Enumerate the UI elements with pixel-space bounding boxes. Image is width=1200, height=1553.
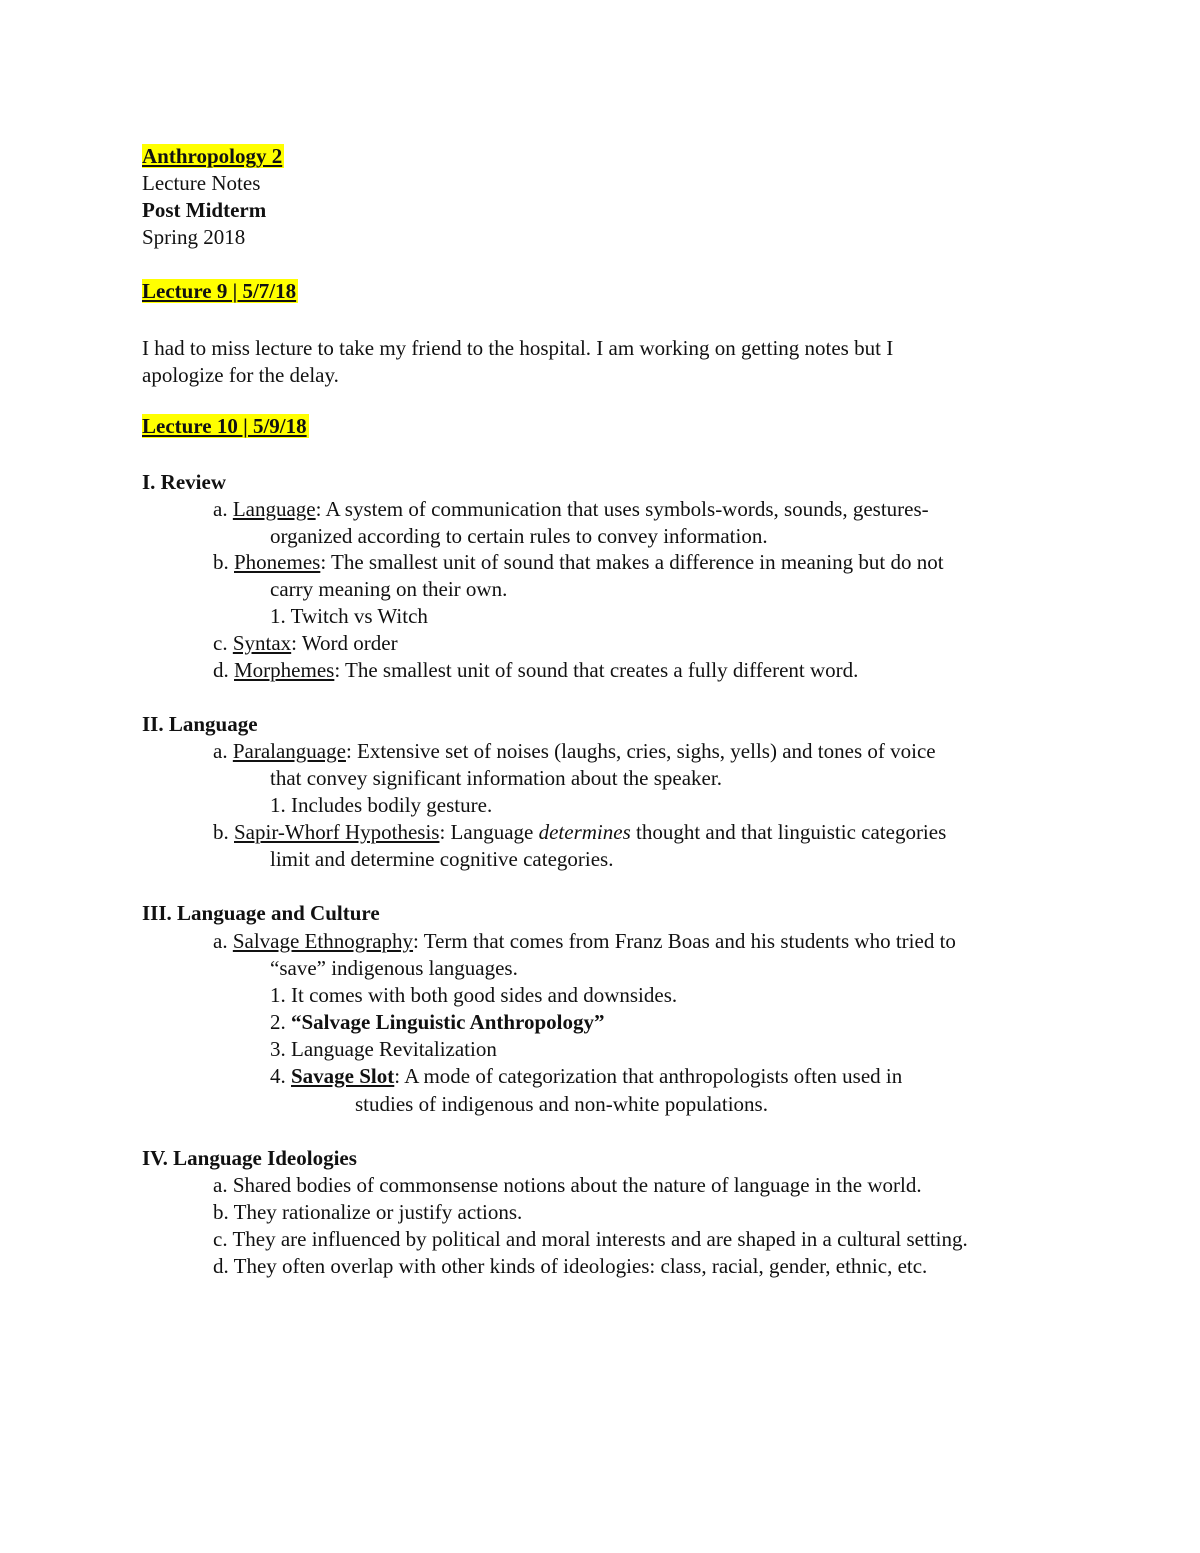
term-salvage-ethnography: Salvage Ethnography bbox=[232, 929, 414, 953]
section1-item-a-cont: organized according to certain rules to convey information. bbox=[270, 524, 768, 548]
term-morphemes: Morphemes bbox=[234, 658, 335, 682]
definition-text: : Extensive set of noises (laughs, cries, sighs, yells) and tones of voice bbox=[345, 739, 936, 763]
sub-marker: 4. bbox=[270, 1064, 291, 1088]
salvage-linguistic-anthropology: “Salvage Linguistic Anthropology” bbox=[291, 1010, 605, 1034]
section2-item-a-sub1: 1. Includes bodily gesture. bbox=[270, 793, 493, 817]
term-part: Post Midterm bbox=[142, 198, 267, 222]
section1-item-b-sub1: 1. Twitch vs Witch bbox=[270, 604, 428, 628]
lecture10-heading-highlight: Lecture 10 | 5/9/18 bbox=[142, 414, 307, 438]
definition-text: : Language bbox=[439, 820, 539, 844]
section2-item-a bbox=[213, 738, 936, 764]
section3-sub4-cont: studies of indigenous and non-white populations. bbox=[355, 1092, 768, 1116]
term-paralanguage: Paralanguage bbox=[232, 739, 346, 763]
section2-item-b bbox=[213, 819, 946, 845]
semester: Spring 2018 bbox=[142, 225, 246, 249]
section3-heading: III. Language and Culture bbox=[142, 901, 380, 925]
definition-text: : The smallest unit of sound that makes a difference in meaning but do not bbox=[320, 550, 944, 574]
definition-text: thought and that linguistic categories bbox=[630, 820, 947, 844]
sub-marker: 2. bbox=[270, 1010, 291, 1034]
definition-text: : Term that comes from Franz Boas and his students who tried to bbox=[413, 929, 956, 953]
lecture9-heading-highlight: Lecture 9 | 5/7/18 bbox=[142, 279, 297, 303]
term-phonemes: Phonemes bbox=[234, 550, 321, 574]
section3-sub4 bbox=[270, 1063, 902, 1089]
section1-item-b-cont: carry meaning on their own. bbox=[270, 577, 508, 601]
term-language: Language bbox=[232, 497, 316, 521]
item-marker: a. bbox=[213, 929, 228, 953]
lecture9-note-line1: I had to miss lecture to take my friend to the hospital. I am working on getting notes but I bbox=[142, 336, 894, 360]
subtitle: Lecture Notes bbox=[142, 171, 261, 195]
section3-sub2 bbox=[270, 1009, 605, 1035]
section1-item-d bbox=[213, 657, 858, 683]
section1-heading: I. Review bbox=[142, 470, 226, 494]
item-marker: b. bbox=[213, 820, 229, 844]
term-savage-slot: Savage Slot bbox=[291, 1064, 395, 1088]
section3-sub3: 3. Language Revitalization bbox=[270, 1037, 497, 1061]
item-marker: a. bbox=[213, 497, 228, 521]
lecture9-heading bbox=[142, 278, 298, 304]
section3-sub1: 1. It comes with both good sides and downsides. bbox=[270, 983, 678, 1007]
term-syntax: Syntax bbox=[232, 631, 292, 655]
definition-text: : A mode of categorization that anthropologists often used in bbox=[394, 1064, 903, 1088]
section2-heading: II. Language bbox=[142, 712, 258, 736]
section3-item-a bbox=[213, 928, 956, 954]
section4-item-b: b. They rationalize or justify actions. bbox=[213, 1200, 523, 1224]
course-title-highlight: Anthropology 2 bbox=[142, 144, 283, 168]
section4-item-d: d. They often overlap with other kinds of ideologies: class, racial, gender, ethnic, etc. bbox=[213, 1254, 928, 1278]
section2-item-b-cont: limit and determine cognitive categories. bbox=[270, 847, 614, 871]
section4-item-c: c. They are influenced by political and moral interests and are shaped in a cultural setting. bbox=[213, 1227, 968, 1251]
item-marker: d. bbox=[213, 658, 229, 682]
section2-item-a-cont: that convey significant information about the speaker. bbox=[270, 766, 722, 790]
item-marker: a. bbox=[213, 739, 228, 763]
course-title bbox=[142, 143, 284, 169]
section1-item-a bbox=[213, 496, 929, 522]
definition-text: : A system of communication that uses symbols-words, sounds, gestures- bbox=[315, 497, 929, 521]
section3-item-a-cont: “save” indigenous languages. bbox=[270, 956, 518, 980]
section1-item-c bbox=[213, 630, 398, 656]
term-sapir-whorf: Sapir-Whorf Hypothesis bbox=[234, 820, 440, 844]
definition-text: : Word order bbox=[291, 631, 398, 655]
item-marker: c. bbox=[213, 631, 228, 655]
emphasis-text: determines bbox=[538, 820, 631, 844]
item-marker: b. bbox=[213, 550, 229, 574]
lecture10-heading bbox=[142, 413, 309, 439]
section4-item-a: a. Shared bodies of commonsense notions about the nature of language in the world. bbox=[213, 1173, 922, 1197]
section1-item-b bbox=[213, 549, 944, 575]
section4-heading: IV. Language Ideologies bbox=[142, 1146, 357, 1170]
definition-text: : The smallest unit of sound that creates a fully different word. bbox=[334, 658, 859, 682]
lecture9-note-line2: apologize for the delay. bbox=[142, 363, 339, 387]
